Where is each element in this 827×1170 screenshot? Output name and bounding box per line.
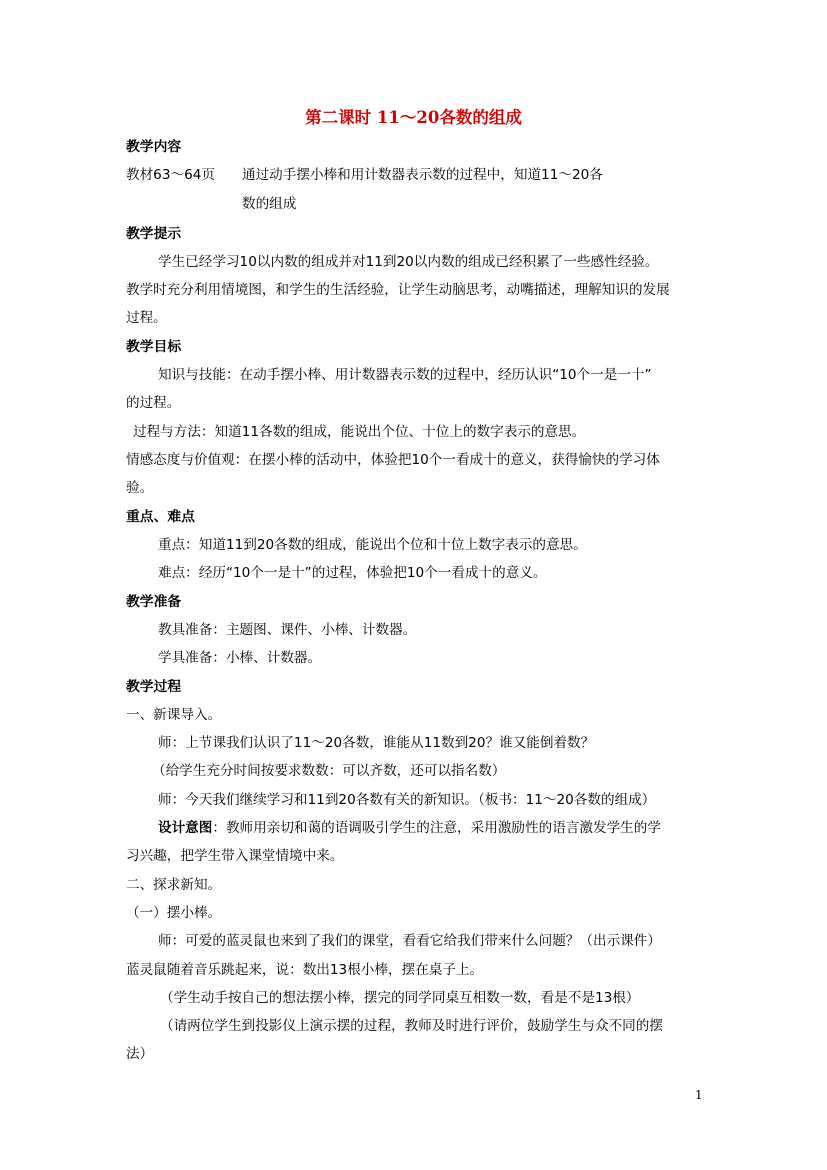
process-line-10: 蓝灵鼠随着音乐跳起来，说：数出13根小棒，摆在桌子上。 bbox=[126, 962, 484, 978]
process-line-8: （一）摆小棒。 bbox=[126, 905, 222, 921]
goal-line-1a: 知识与技能：在动手摆小棒、用计数器表示数的过程中，经历认识“10个一是一十” bbox=[158, 367, 652, 383]
process-line-9: 师：可爱的蓝灵鼠也来到了我们的课堂，看看它给我们带来什么问题？（出示课件） bbox=[158, 933, 661, 949]
prep-line-1: 教具准备：主题图、课件、小棒、计数器。 bbox=[158, 622, 417, 638]
process-line-4: 师：今天我们继续学习和11到20各数有关的新知识。（板书：11～20各数的组成） bbox=[158, 792, 656, 808]
process-line-2: 师：上节课我们认识了11～20各数，谁能从11数到20？谁又能倒着数？ bbox=[158, 735, 595, 751]
page-number: 1 bbox=[695, 1088, 703, 1102]
heading-content: 教学内容 bbox=[126, 139, 182, 155]
prep-line-2: 学具准备：小棒、计数器。 bbox=[158, 650, 322, 666]
key-line-1: 重点：知道11到20各数的组成，能说出个位和十位上数字表示的意思。 bbox=[158, 537, 587, 553]
heading-prep: 教学准备 bbox=[126, 594, 182, 610]
content-text-1: 通过动手摆小棒和用计数器表示数的过程中，知道11～20各 bbox=[242, 167, 603, 183]
goal-line-3a: 情感态度与价值观：在摆小棒的活动中，体验把10个一看成十的意义，获得愉快的学习体 bbox=[126, 452, 660, 468]
process-line-11: （学生动手按自己的想法摆小棒，摆完的同学同桌互相数一数，看是不是13根） bbox=[160, 990, 640, 1006]
process-line-13: 法） bbox=[126, 1046, 154, 1062]
design-intent-text: ：教师用亲切和蔼的语调吸引学生的注意，采用激励性的语言激发学生的学 bbox=[212, 820, 661, 836]
goal-line-2: 过程与方法：知道11各数的组成，能说出个位、十位上的数字表示的意思。 bbox=[133, 424, 586, 440]
hint-line-2: 教学时充分利用情境图，和学生的生活经验，让学生动脑思考，动嘴描述，理解知识的发展 bbox=[126, 282, 670, 298]
hint-line-1: 学生已经学习10以内数的组成并对11到20以内数的组成已经积累了一些感性经验。 bbox=[158, 254, 659, 270]
process-line-7: 二、探求新知。 bbox=[126, 877, 222, 893]
goal-line-3b: 验。 bbox=[126, 480, 154, 496]
content-ref: 教材63～64页 bbox=[126, 167, 215, 183]
goal-line-1b: 的过程。 bbox=[126, 395, 181, 411]
design-intent-label: 设计意图 bbox=[158, 820, 213, 836]
process-line-5 bbox=[158, 819, 661, 837]
hint-line-3: 过程。 bbox=[126, 310, 167, 326]
heading-key: 重点、难点 bbox=[126, 509, 195, 525]
content-text-2: 数的组成 bbox=[242, 196, 297, 212]
heading-process: 教学过程 bbox=[126, 679, 182, 695]
process-line-1: 一、新课导入。 bbox=[126, 707, 222, 723]
heading-goal: 教学目标 bbox=[126, 339, 182, 355]
process-line-6: 习兴趣，把学生带入课堂情境中来。 bbox=[126, 848, 344, 864]
heading-hint: 教学提示 bbox=[126, 226, 182, 242]
process-line-3: （给学生充分时间按要求数数：可以齐数，还可以指名数） bbox=[152, 763, 506, 779]
key-line-2: 难点：经历“10个一是十”的过程，体验把10个一看成十的意义。 bbox=[158, 565, 547, 581]
process-line-12: （请两位学生到投影仪上演示摆的过程，教师及时进行评价，鼓励学生与众不同的摆 bbox=[160, 1018, 663, 1034]
page-title: 第二课时 11～20各数的组成 bbox=[305, 108, 522, 127]
